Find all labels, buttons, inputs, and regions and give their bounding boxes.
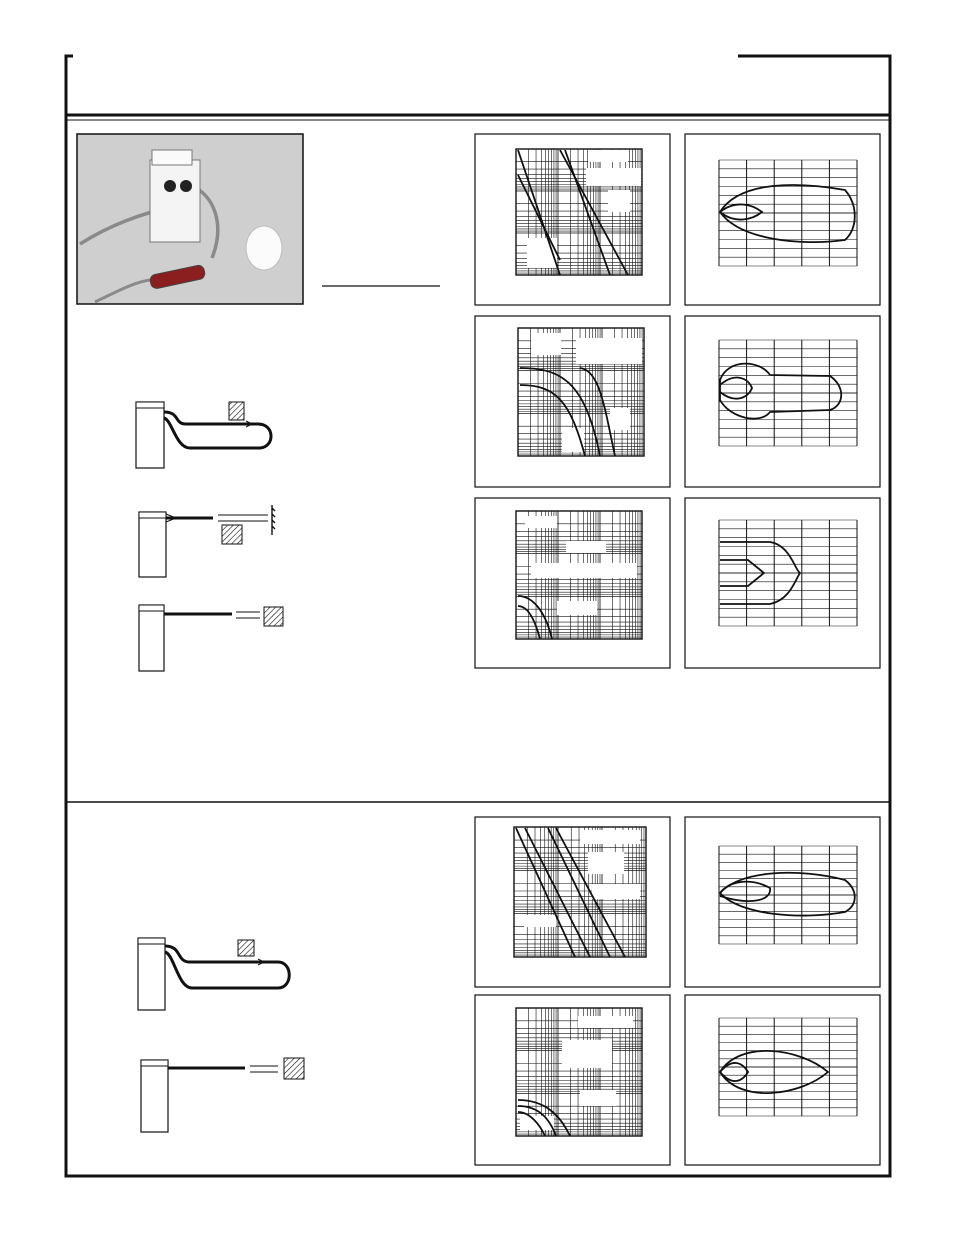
label-area [531, 563, 637, 578]
beam-pattern-chart-5 [685, 995, 880, 1165]
label-area [562, 1040, 612, 1068]
retroreflective-fiber-diagram [139, 505, 275, 577]
sensor-module-icon [141, 1060, 168, 1132]
beam-pattern-chart-4 [685, 817, 880, 987]
label-area [578, 1016, 633, 1028]
chart-panels [475, 134, 880, 1165]
chart-frame [685, 316, 880, 487]
label-area [592, 884, 640, 899]
label-area [576, 338, 642, 364]
excess-gain-chart-2 [475, 316, 670, 487]
label-area [580, 1090, 616, 1106]
excess-gain-chart-1 [475, 134, 670, 305]
hatched-target-icon [222, 525, 242, 544]
hatched-target-icon [264, 607, 283, 626]
chart-frame [685, 817, 880, 987]
chart-frame [475, 134, 670, 305]
label-area [557, 601, 597, 615]
label-area [610, 408, 630, 430]
sensor-module-icon [139, 512, 166, 577]
label-area [566, 541, 606, 553]
excess-gain-chart-3 [475, 498, 670, 668]
product-photo [77, 134, 303, 304]
label-area [588, 150, 628, 162]
opposed-loop-fiber-diagram-lower [138, 938, 289, 1010]
diffuse-fiber-diagram [139, 605, 283, 671]
label-area [580, 830, 640, 844]
beam-pattern-chart-1 [685, 134, 880, 305]
chart-frame [685, 995, 880, 1165]
chart-frame [475, 498, 670, 668]
label-area [531, 333, 561, 355]
sensor-module-icon [139, 605, 164, 671]
chart-frame [685, 134, 880, 305]
hatched-target-icon [229, 402, 244, 420]
label-area [525, 516, 557, 528]
chart-frame [475, 995, 670, 1165]
beam-pattern-chart-3 [685, 498, 880, 668]
beam-pattern-chart-2 [685, 316, 880, 487]
label-area [608, 190, 630, 212]
hatched-target-icon [284, 1058, 304, 1079]
hatched-target-icon [238, 940, 254, 956]
chart-frame [475, 817, 670, 987]
retroreflector-icon [272, 505, 275, 535]
label-area [524, 915, 556, 927]
excess-gain-chart-5 [475, 995, 670, 1165]
sensor-module-icon [136, 402, 164, 468]
diffuse-fiber-diagram-lower [141, 1058, 304, 1132]
opposed-loop-fiber-diagram [136, 402, 271, 468]
excess-gain-chart-4 [475, 817, 670, 987]
label-area [588, 852, 624, 874]
chart-frame [685, 498, 880, 668]
label-area [586, 168, 641, 186]
sensor-module-icon [138, 938, 165, 1010]
